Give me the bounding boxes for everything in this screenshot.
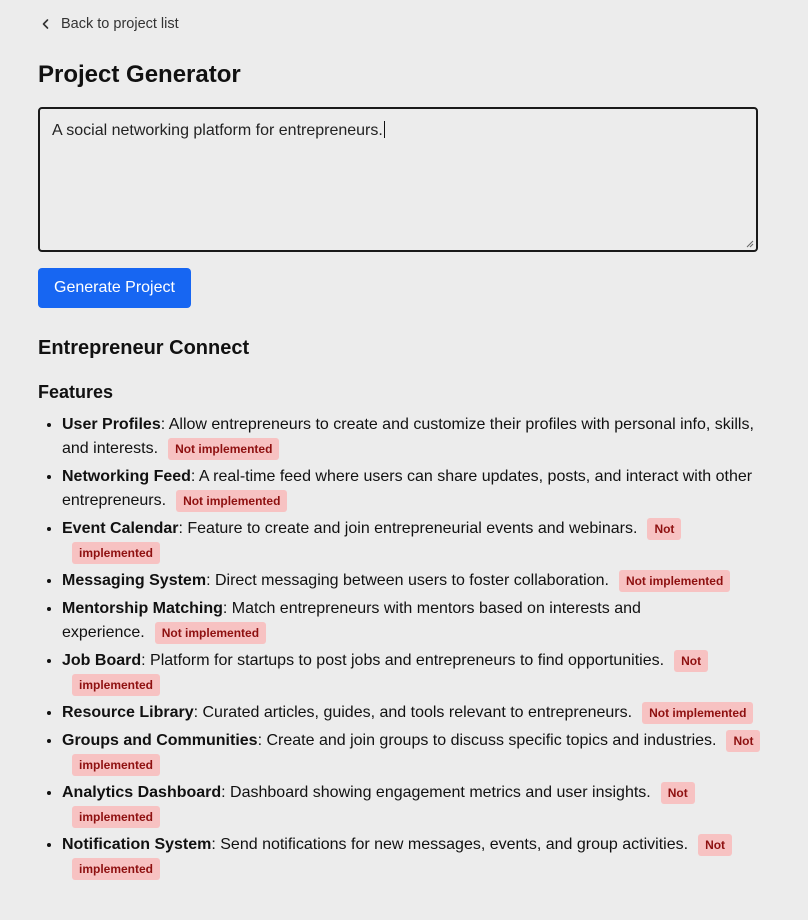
feature-item (62, 649, 758, 697)
features-list (38, 413, 758, 881)
feature-name: Mentorship Matching (62, 600, 223, 617)
prompt-text: A social networking platform for entrepreneurs. (52, 122, 383, 139)
feature-name: Resource Library (62, 704, 194, 721)
feature-item (62, 701, 758, 725)
feature-description: : Dashboard showing engagement metrics and user insights. (221, 784, 651, 801)
feature-item (62, 465, 758, 513)
feature-description: : Platform for startups to post jobs and entrepreneurs to find opportunities. (141, 652, 665, 669)
feature-item (62, 729, 758, 777)
feature-description: : Match entrepreneurs with mentors based on interests and experience. (62, 600, 641, 641)
status-badge: Not implemented (619, 570, 730, 592)
feature-name: Analytics Dashboard (62, 784, 222, 801)
feature-description: : Direct messaging between users to foster collaboration. (206, 572, 609, 589)
back-to-project-list-link[interactable] (40, 16, 179, 32)
status-badge: Not implemented (72, 730, 760, 776)
feature-name: Groups and Communities (62, 732, 258, 749)
features-heading: Features (38, 382, 114, 402)
feature-description: : A real-time feed where users can share updates, posts, and interact with other entrepreneurs. (62, 468, 753, 509)
feature-name: User Profiles (62, 416, 161, 433)
feature-name: Job Board (62, 652, 142, 669)
feature-name: Notification System (62, 836, 212, 853)
feature-item (62, 517, 758, 565)
feature-description: : Curated articles, guides, and tools relevant to entrepreneurs. (193, 704, 633, 721)
feature-description: : Create and join groups to discuss specific topics and industries. (257, 732, 717, 749)
back-link-label: Back to project list (61, 16, 179, 32)
status-badge: Not implemented (72, 834, 732, 880)
status-badge: Not implemented (168, 438, 279, 460)
feature-description: : Allow entrepreneurs to create and customize their profiles with personal info, skills, and interests. (62, 416, 754, 457)
page-title: Project Generator (38, 61, 241, 88)
page (0, 16, 808, 881)
project-prompt-textarea[interactable] (38, 107, 758, 252)
feature-name: Messaging System (62, 572, 207, 589)
status-badge: Not implemented (72, 650, 708, 696)
feature-name: Networking Feed (62, 468, 191, 485)
feature-item (62, 781, 758, 829)
resize-handle-icon[interactable] (746, 240, 754, 248)
status-badge: Not implemented (642, 702, 753, 724)
status-badge: Not implemented (176, 490, 287, 512)
status-badge: Not implemented (72, 782, 695, 828)
feature-item (62, 569, 758, 593)
generate-project-button[interactable]: Generate Project (38, 268, 191, 308)
status-badge: Not implemented (155, 622, 266, 644)
feature-description: : Feature to create and join entrepreneurial events and webinars. (178, 520, 638, 537)
feature-item (62, 597, 758, 645)
status-badge: Not implemented (72, 518, 681, 564)
feature-description: : Send notifications for new messages, events, and group activities. (211, 836, 689, 853)
text-caret (384, 121, 385, 138)
feature-item (62, 413, 758, 461)
project-name: Entrepreneur Connect (38, 337, 250, 359)
feature-name: Event Calendar (62, 520, 179, 537)
chevron-left-icon (40, 18, 52, 30)
feature-item (62, 833, 758, 881)
